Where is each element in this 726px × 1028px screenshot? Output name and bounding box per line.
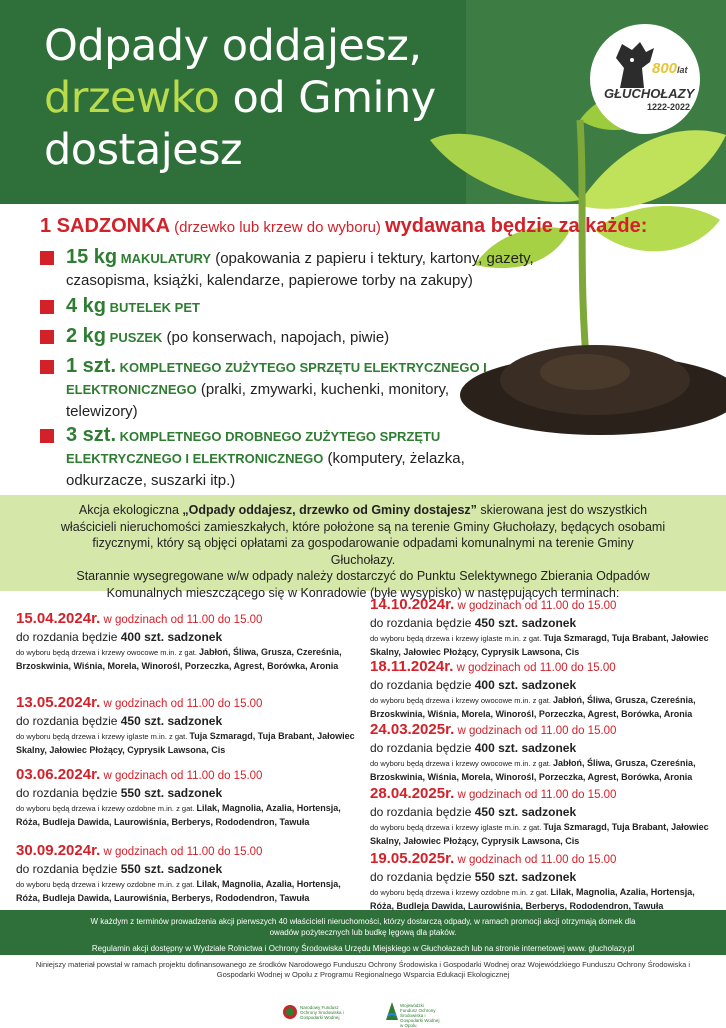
schedule-count: do rozdania będzie 550 szt. sadzonek: [16, 862, 223, 876]
schedule-entry: [16, 694, 361, 756]
schedule-count: do rozdania będzie 550 szt. sadzonek: [370, 870, 577, 884]
schedule-entry: [370, 850, 715, 912]
schedule-entry: [370, 658, 715, 720]
schedule-entry: [16, 610, 361, 672]
schedule-count: do rozdania będzie 450 szt. sadzonek: [370, 616, 577, 630]
schedule-count: do rozdania będzie 550 szt. sadzonek: [16, 786, 223, 800]
bullet-square: [40, 300, 54, 314]
schedule-species: do wyboru będą drzewa i krzewy iglaste m.in. z gat. Tuja Szmaragd, Tuja Brabant, Jałowiec Skalny, Jałowiec Płożący, Cyprysik Lawsona, Cis: [370, 822, 709, 846]
item-qty: 3 szt.: [66, 424, 117, 446]
title-line-3: dostajesz: [44, 125, 243, 175]
lead-paren: (drzewko lub krzew do wyboru): [170, 219, 386, 236]
schedule-hours: w godzinach od 11.00 do 15.00: [454, 789, 617, 801]
bullet-square: [40, 360, 54, 374]
schedule-species: do wyboru będą drzewa i krzewy owocowe m.in. z gat. Jabłoń, Śliwa, Grusza, Czereśnia, Brzoskwinia, Wiśnia, Morela, Winorośl, Porzeczka, Agrest, Borówka, Aronia: [16, 647, 342, 671]
schedule-hours: w godzinach od 11.00 do 15.00: [454, 725, 617, 737]
schedule-species: do wyboru będą drzewa i krzewy ozdobne m.in. z gat. Lilak, Magnolia, Azalia, Hortensja, Róża, Budleja Dawida, Laurowiśnia, Berberys, Rododendron, Tawuła: [16, 803, 341, 827]
schedule-count: do rozdania będzie 450 szt. sadzonek: [370, 805, 577, 819]
badge-name: GŁUCHOŁAZY: [604, 86, 695, 101]
bullet-square: [40, 429, 54, 443]
item-desc: (po konserwach, napojach, piwie): [162, 329, 390, 346]
item-desc: (pralki, zmywarki, kuchenki, monitory, telewizory): [66, 381, 450, 420]
schedule-hours: w godzinach od 11.00 do 15.00: [453, 662, 616, 674]
schedule-count: do rozdania będzie 400 szt. sadzonek: [370, 741, 577, 755]
schedule-date: 19.05.2025r.: [370, 850, 455, 867]
schedule-date: 24.03.2025r.: [370, 721, 455, 738]
schedule-species: do wyboru będą drzewa i krzewy ozdobne m.in. z gat. Lilak, Magnolia, Azalia, Hortensja, Róża, Budleja Dawida, Laurowiśnia, Berberys, Rododendron, Tawuła: [370, 887, 695, 911]
schedule-species: do wyboru będą drzewa i krzewy iglaste m.in. z gat. Tuja Szmaragd, Tuja Brabant, Jałowiec Skalny, Jałowiec Płożący, Cyprysik Lawsona, Cis: [370, 633, 709, 657]
info-band: [0, 495, 726, 600]
funding-disclaimer: Niniejszy materiał powstał w ramach projektu dofinansowanego ze środków Narodowego Funduszu Ochrony Środowiska i Gospodarki Wodnej oraz Wojewódzkiego Funduszu Ochrony Środowiska i Gospodarki Wodnej w Opolu z Programu Regionalnego Wsparcia Edukacji Ekologicznej: [35, 960, 691, 979]
footer-band: [0, 910, 726, 955]
item-category: MAKULATURY: [117, 251, 212, 266]
schedule-hours: w godzinach od 11.00 do 15.00: [454, 854, 617, 866]
title-line-1: Odpady oddajesz,: [44, 21, 422, 71]
schedule-entry: [370, 596, 715, 658]
title-line-2: od Gminy: [219, 73, 436, 123]
badge-dates: 1222-2022: [646, 102, 690, 112]
item-qty: 2 kg: [66, 325, 107, 347]
wfosigw-logo-text: Wojewódzki Fundusz Ochrony Środowiska i Gospodarki Wodnej w Opolu: [400, 1003, 440, 1028]
list-item: [40, 424, 500, 492]
item-category: KOMPLETNEGO ZUŻYTEGO SPRZĘTU ELEKTRYCZNEGO I ELEKTRONICZNEGO: [66, 360, 487, 397]
nfosigw-logo-text: Narodowy Fundusz Ochrony Środowiska i Gospodarki Wodnej: [300, 1005, 344, 1020]
footer-regulations: Regulamin akcji dostępny w Wydziale Rolnictwa i Ochrony Środowiska Urzędu Miejskiego w Głuchołazach lub na stronie internetowej www. glucholazy.pl: [91, 944, 635, 953]
item-category: PUSZEK: [106, 330, 163, 345]
schedule-entry: [370, 785, 715, 847]
page-title: [44, 20, 436, 176]
schedule-species: do wyboru będą drzewa i krzewy owocowe m.in. z gat. Jabłoń, Śliwa, Grusza, Czereśnia, Brzoskwinia, Wiśnia, Morela, Winorośl, Porzeczka, Agrest, Borówka, Aronia: [370, 758, 696, 782]
schedule-date: 13.05.2024r.: [16, 694, 101, 711]
schedule-count: do rozdania będzie 450 szt. sadzonek: [16, 714, 223, 728]
list-item: [40, 295, 440, 319]
schedule-date: 30.09.2024r.: [16, 842, 101, 859]
item-qty: 15 kg: [66, 246, 118, 268]
lead-line: [40, 215, 647, 238]
item-category: BUTELEK PET: [106, 300, 200, 315]
badge-years: 800lat: [652, 60, 688, 77]
title-accent: drzewko: [44, 73, 220, 123]
bullet-square: [40, 251, 54, 265]
schedule-hours: w godzinach od 11.00 do 15.00: [100, 698, 263, 710]
schedule-date: 14.10.2024r.: [370, 596, 455, 613]
list-item: [40, 355, 520, 423]
schedule-date: 15.04.2024r.: [16, 610, 101, 627]
info-paragraph-2: Starannie wysegregowane w/w odpady należy dostarczyć do Punktu Selektywnego Zbierania Odpadów Komunalnych mieszczącego się w Konradowie (byłe wysypisko) w następujących terminach:: [76, 569, 650, 600]
schedule-hours: w godzinach od 11.00 do 15.00: [454, 600, 617, 612]
anniversary-badge: [590, 24, 700, 134]
schedule-count: do rozdania będzie 400 szt. sadzonek: [370, 678, 577, 692]
schedule-entry: [16, 766, 361, 828]
schedule-date: 18.11.2024r.: [370, 658, 454, 675]
item-category: KOMPLETNEGO DROBNEGO ZUŻYTEGO SPRZĘTU ELEKTRYCZNEGO I ELEKTRONICZNEGO: [66, 429, 441, 466]
schedule-species: do wyboru będą drzewa i krzewy ozdobne m.in. z gat. Lilak, Magnolia, Azalia, Hortensja, Róża, Budleja Dawida, Laurowiśnia, Berberys, Rododendron, Tawuła: [16, 879, 341, 903]
schedule-species: do wyboru będą drzewa i krzewy iglaste m.in. z gat. Tuja Szmaragd, Tuja Brabant, Jałowiec Skalny, Jałowiec Płożący, Cyprysik Lawsona, Cis: [16, 731, 355, 755]
list-item: [40, 246, 570, 292]
item-qty: 4 kg: [66, 295, 107, 317]
item-qty: 1 szt.: [66, 355, 117, 377]
schedule-hours: w godzinach od 11.00 do 15.00: [100, 770, 263, 782]
schedule-entry: [370, 721, 715, 783]
item-desc: (opakowania z papieru i tektury, kartony, gazety, czasopisma, książki, kalendarze, papierowe torby na zakupy): [66, 250, 534, 289]
schedule-hours: w godzinach od 11.00 do 15.00: [100, 846, 263, 858]
schedule-date: 03.06.2024r.: [16, 766, 101, 783]
list-item: [40, 325, 460, 349]
item-desc: (komputery, żelazka, odkurzacze, suszarki itp.): [66, 450, 465, 489]
schedule-entry: [16, 842, 361, 904]
schedule-count: do rozdania będzie 400 szt. sadzonek: [16, 630, 223, 644]
schedule-hours: w godzinach od 11.00 do 15.00: [100, 614, 263, 626]
info-paragraph-1: Akcja ekologiczna „Odpady oddajesz, drzewko od Gminy dostajesz” skierowana jest do wszystkich właścicieli nieruchomości zamieszkałych, które położone są na terenie Gminy Głuchołazy, będących osobami fizycznymi, który są objęci opłatami za gospodarowanie odpadami komunalnymi na terenie Gminy Głuchołazy.: [60, 503, 666, 567]
schedule-species: do wyboru będą drzewa i krzewy owocowe m.in. z gat. Jabłoń, Śliwa, Grusza, Czereśnia, Brzoskwinia, Wiśnia, Morela, Winorośl, Porzeczka, Agrest, Borówka, Aronia: [370, 695, 696, 719]
schedule-date: 28.04.2025r.: [370, 785, 455, 802]
footer-promo: W każdym z terminów prowadzenia akcji pierwszych 40 właścicieli nieruchomości, którzy dostarczą odpady, w ramach promocji akcji otrzymają domek dla owadów pożytecznych lub budkę lęgową dla ptaków.: [90, 917, 636, 937]
lead-strong-1: 1 SADZONKA: [40, 215, 171, 237]
lead-strong-2: wydawana będzie za każde:: [385, 215, 648, 237]
bullet-square: [40, 330, 54, 344]
